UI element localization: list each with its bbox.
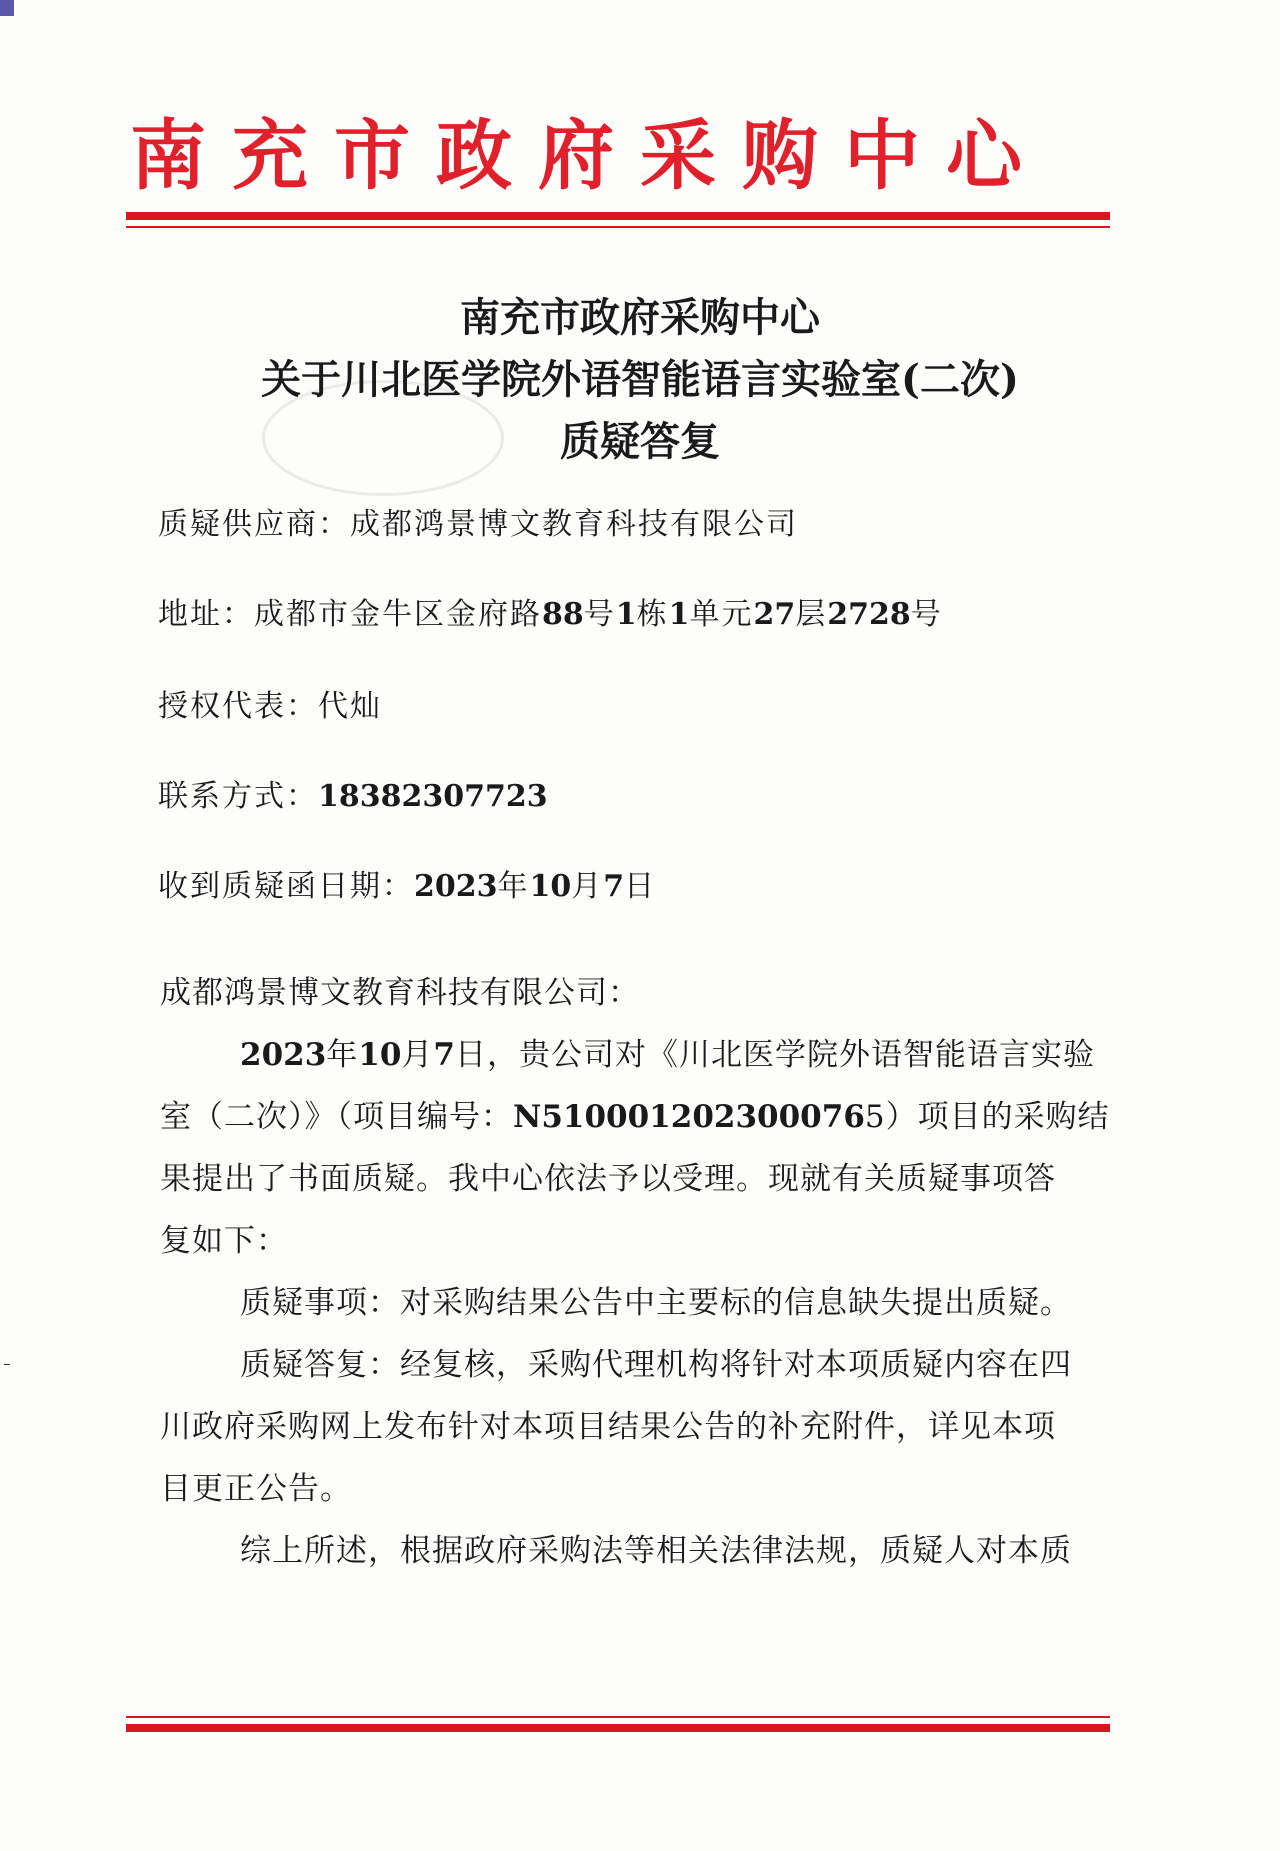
paragraph-1-line-2 <box>160 1099 1110 1135</box>
date-day: 7 <box>603 869 625 904</box>
address-number: 1 <box>615 597 637 632</box>
p1-month: 10 <box>358 1037 402 1073</box>
date-month: 10 <box>529 869 572 904</box>
p1-text: 日，贵公司对《川北医学院外语智能语言实验 <box>455 1037 1095 1073</box>
project-number: N510001202300076 <box>513 1099 865 1135</box>
p1-l2-text: 5）项目的采购结 <box>864 1099 1110 1135</box>
doc-title-line-3: 质疑答复 <box>560 418 720 465</box>
address-part: 单元 <box>689 597 754 632</box>
summary-line: 综上所述，根据政府采购法等相关法律法规，质疑人对本质 <box>240 1533 1072 1569</box>
paragraph-1-line-1 <box>240 1037 1184 1073</box>
address-part: 栋 <box>636 597 669 632</box>
footer-rule-thick <box>126 1724 1110 1732</box>
corner-mark <box>0 0 14 16</box>
edge-mark <box>4 1364 10 1365</box>
address-number: 88 <box>542 597 584 632</box>
paragraph-1-line-4: 复如下： <box>160 1223 288 1259</box>
address-part: 号 <box>910 597 943 632</box>
date-month-char: 月 <box>571 869 604 904</box>
p1-text: 年 <box>326 1037 359 1073</box>
question-item: 质疑事项：对采购结果公告中主要标的信息缺失提出质疑。 <box>240 1285 1072 1321</box>
answer-line-2: 川政府采购网上发布针对本项目结果公告的补充附件，详见本项 <box>160 1409 1056 1445</box>
address-number: 2728 <box>827 597 911 632</box>
date-year: 2023 <box>414 869 498 904</box>
contact-value: 18382307723 <box>318 779 548 814</box>
representative-label: 授权代表： <box>158 689 318 724</box>
representative-field <box>158 689 382 724</box>
date-year-char: 年 <box>497 869 530 904</box>
doc-title-line-1: 南充市政府采购中心 <box>460 294 820 341</box>
letterhead-title: 南充市政府采购中心 <box>130 111 1048 200</box>
letterhead-rule-thick <box>126 212 1110 220</box>
contact-field <box>158 779 548 814</box>
paragraph-1-line-3: 果提出了书面质疑。我中心依法予以受理。现就有关质疑事项答 <box>160 1161 1056 1197</box>
answer-line-1: 质疑答复：经复核，采购代理机构将针对本项质疑内容在四 <box>240 1347 1072 1383</box>
supplier-label: 质疑供应商： <box>158 507 350 542</box>
representative-value: 代灿 <box>318 689 382 724</box>
salutation: 成都鸿景博文教育科技有限公司： <box>160 975 640 1011</box>
footer-rule-thin <box>126 1716 1110 1718</box>
p1-year: 2023 <box>240 1037 327 1073</box>
address-part: 号 <box>583 597 616 632</box>
address-number: 1 <box>668 597 690 632</box>
answer-line-3: 目更正公告。 <box>160 1471 352 1507</box>
address-field <box>158 597 943 632</box>
address-label: 地址： <box>158 597 254 632</box>
receipt-date-label: 收到质疑函日期： <box>158 869 414 904</box>
doc-title-line-2: 关于川北医学院外语智能语言实验室(二次) <box>261 356 1019 403</box>
p1-text: 月 <box>401 1037 434 1073</box>
address-part: 成都市金牛区金府路 <box>254 597 542 632</box>
address-part: 层 <box>795 597 828 632</box>
p1-l2-text: 室（二次）》（项目编号： <box>160 1099 513 1135</box>
date-day-char: 日 <box>624 869 657 904</box>
address-number: 27 <box>753 597 796 632</box>
p1-day: 7 <box>433 1037 455 1073</box>
letterhead-rule-thin <box>126 226 1110 228</box>
supplier-field <box>158 507 798 542</box>
receipt-date-field <box>158 869 657 904</box>
contact-label: 联系方式： <box>158 779 318 814</box>
supplier-value: 成都鸿景博文教育科技有限公司 <box>350 507 798 542</box>
